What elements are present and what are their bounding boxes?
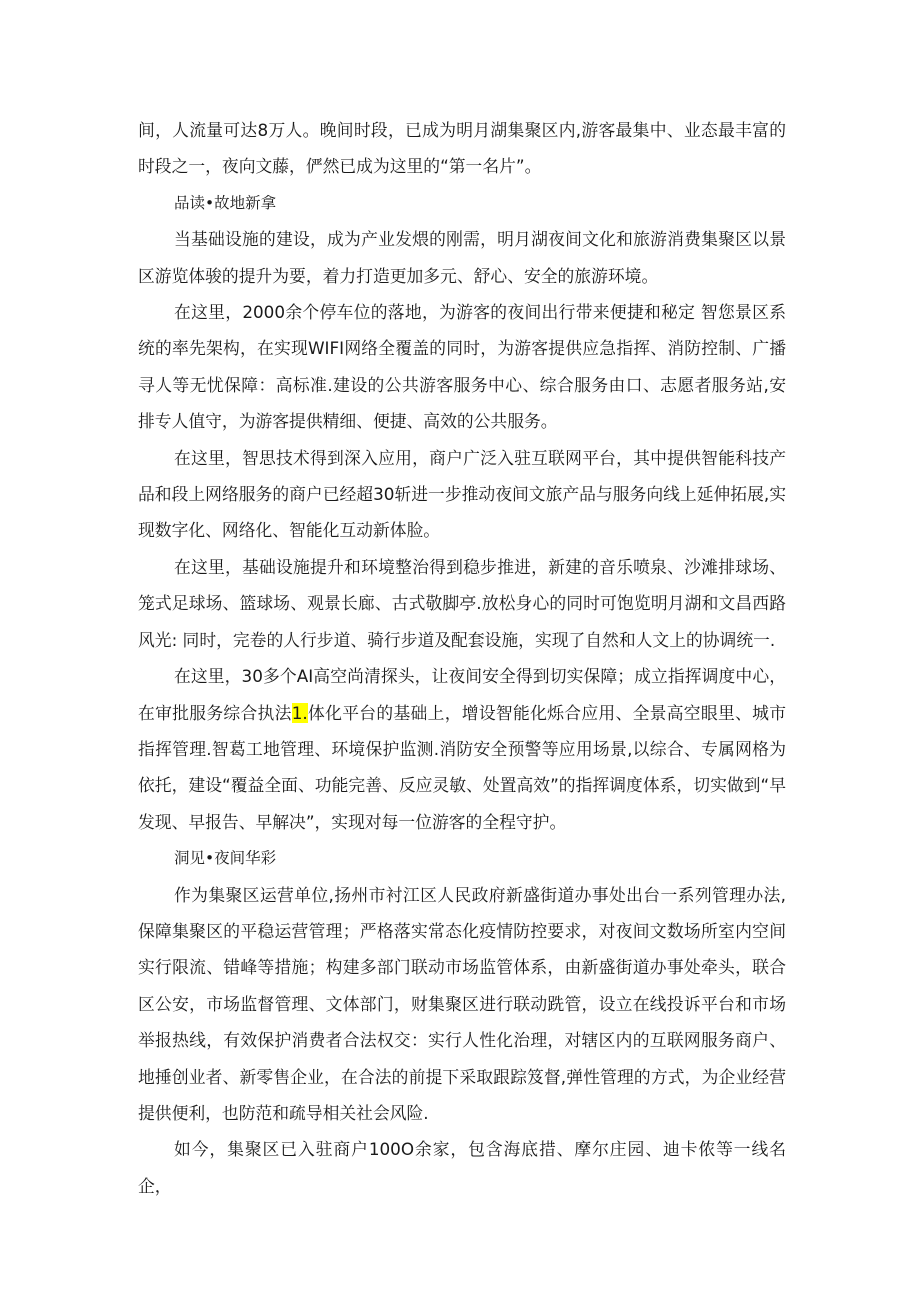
paragraph-monitoring bbox=[138, 658, 786, 840]
paragraph-merchants: 如今，集聚区已入驻商户100O余家，包含海底措、摩尔庄园、迪卡侬等一线名企， bbox=[138, 1139, 786, 1196]
paragraph-visitor-flow: 间，人流量可达8万人。晚间时段，已成为明月湖集聚区内,游客最集中、业态最丰富的时段之一，夜向文藤，俨然已成为这里的“第一名片”。 bbox=[138, 120, 786, 177]
highlighted-text: 1. bbox=[291, 702, 308, 723]
section-heading-insight: 洞见•夜间华彩 bbox=[174, 849, 277, 868]
paragraph-infrastructure: 当基础设施的建设，成为产业发煨的刚需，明月湖夜间文化和旅游消费集聚区以景区游览体骏的提升为要，着力打造更加多元、舒心、安全的旅游环境。 bbox=[138, 229, 786, 286]
paragraph-facilities: 在这里，基础设施提升和环境整治得到稳步推进，新建的音乐喷泉、沙滩排球场、笼式足球场、篮球场、观景长廊、古式敬脚亭.放松身心的同时可饱览明月湖和文昌西路风光: 同时，完卷的人行步道、骑行步道及配套设施，实现了自然和人文上的协调统一. bbox=[138, 556, 786, 650]
paragraph-parking: 在这里，2000余个停车位的落地，为游客的夜间出行带来便捷和秘定 智您景区系统的率先架构，在实现WIFI网络全覆盖的同时，为游客提供应急指挥、消防控制、广播寻人等无忧保障：高标准.建设的公共游客服务中心、综合服务由口、志愿者服务站,安排专人值守，为游客提供精细、便捷、高效的公共服务。 bbox=[138, 302, 786, 432]
paragraph-smart-tech: 在这里，智思技术得到深入应用，商户广泛入驻互联网平台，其中提供智能科技产品和段上网络服务的商户已经超30斩进一步推动夜间文旅产品与服务向线上延伸拓展,实现数字化、网络化、智能化互动新体脸。 bbox=[138, 447, 786, 541]
section-heading-reading: 品读•故地新拿 bbox=[174, 193, 277, 212]
paragraph-management: 作为集聚区运营单位,扬州市衬江区人民政府新盛街道办事处出台一系列管理办法,保障集聚区的平稳运营管理；严格落实常态化疫情防控要求，对夜间文数场所室内空间实行限流、错峰等措施；构建多部门联动市场监管体系，由新盛街道办事处牵头，联合区公安，市场监督管理、文体部门，财集聚区进行联动跣管，设立在线投诉平台和市场举报热线，有效保护消费者合法权交：实行人性化治理，对辖区内的互联网服务商户、地捶创业者、新零售企业，在合法的前提下采取跟踪笈督,弹性管理的方式，为企业经营提供便利，也防范和疏导相关社会风险. bbox=[138, 884, 786, 1123]
monitoring-text-end: 体化平台的基础上，增设智能化烁合应用、全景高空眼里、城市指挥管理.智葛工地管理、环境保护监测.消防安全预警等应用场景,以综合、专属网格为依托，建设“覆益全面、功能完善、反应灵敏、处置高效”的指挥调度体系，切实做到“早发现、早报告、早解决”，实现对每一位游客的全程守护。 bbox=[138, 702, 786, 832]
monitoring-text-start: 在这里，30多个AI高空尚清探头，让夜间安全得到切实保障；成立指挥调度中心，在审批服务综合执法 bbox=[138, 666, 786, 723]
document-body bbox=[138, 112, 786, 1204]
